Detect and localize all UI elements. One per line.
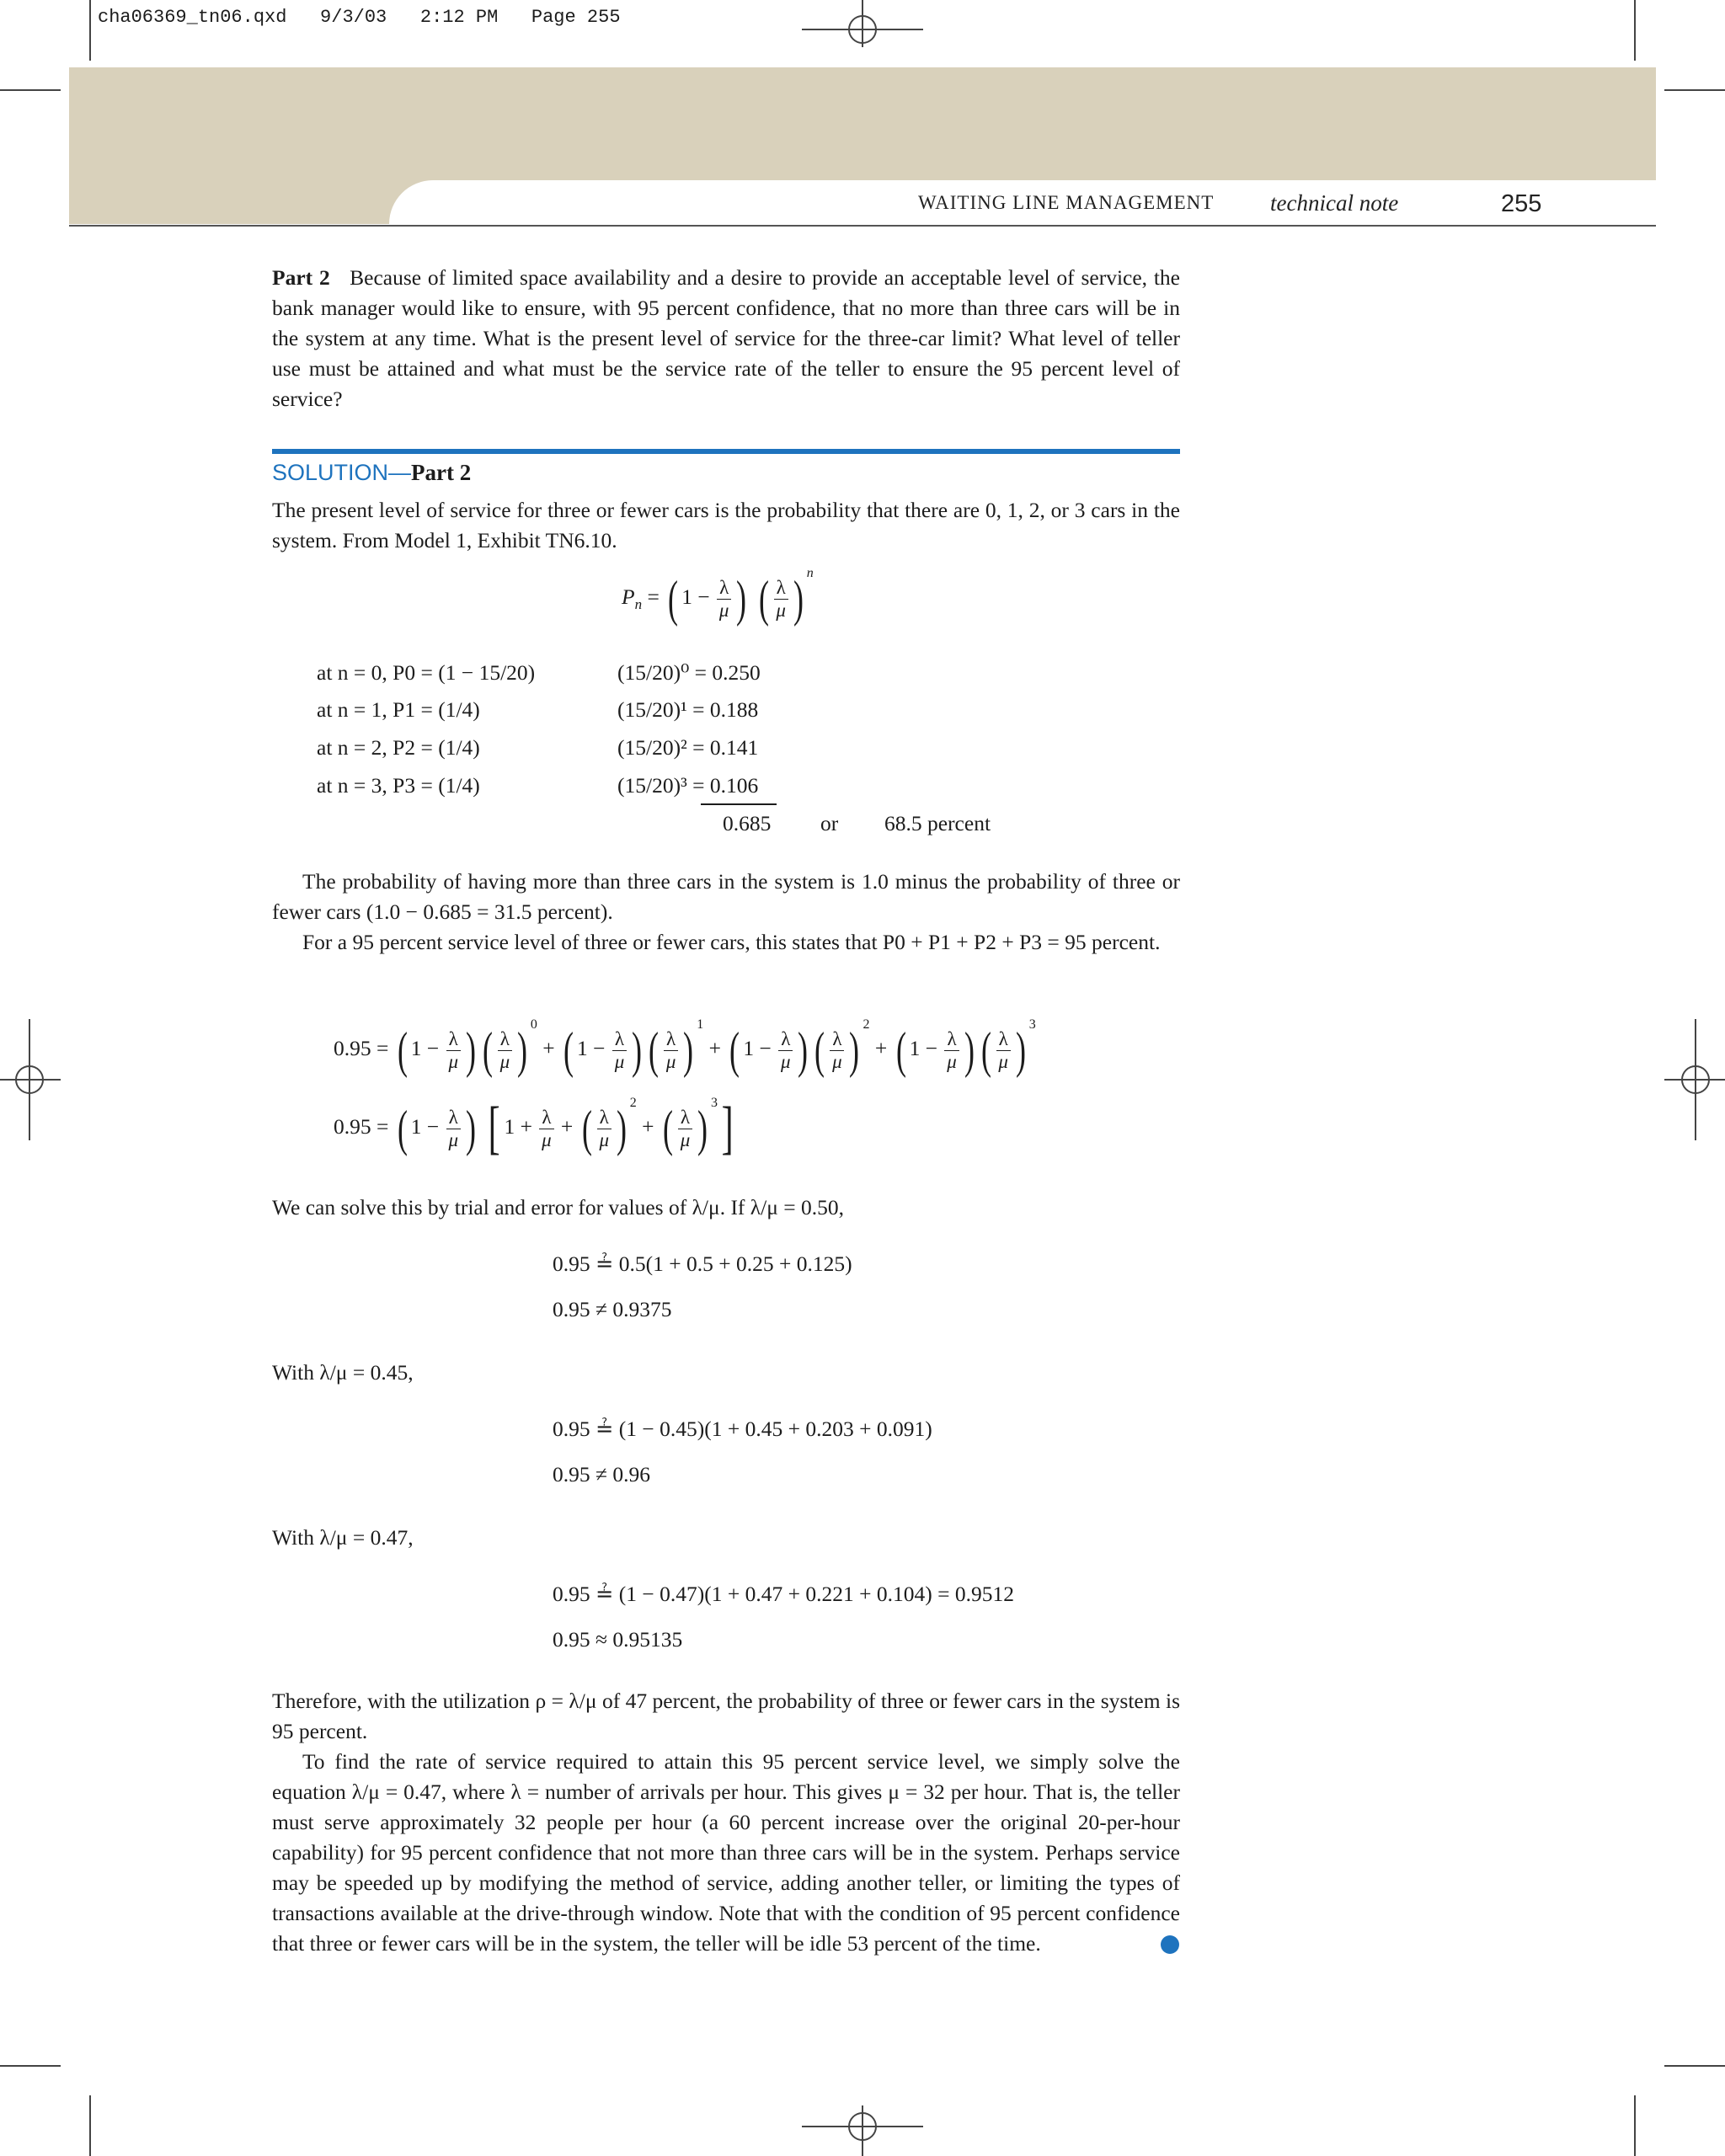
- header-rule: [69, 225, 1656, 227]
- page-number: 255: [1501, 190, 1542, 217]
- fraction: [664, 1028, 678, 1073]
- lambda: λ: [830, 1028, 844, 1051]
- plus: +: [520, 1113, 532, 1139]
- trial-1a: 0.95 ≟ 0.5(1 + 0.5 + 0.25 + 0.125): [553, 1251, 852, 1276]
- pn-row-right: (15/20)¹ = 0.188: [617, 697, 759, 722]
- pn-row-right: (15/20)² = 0.141: [617, 735, 759, 760]
- lambda: λ: [664, 1028, 678, 1051]
- pn-symbol: P: [622, 584, 635, 609]
- mu: μ: [448, 1050, 458, 1072]
- mu: μ: [718, 599, 729, 621]
- slug-file: cha06369_tn06.qxd: [98, 7, 287, 28]
- one: 1: [577, 1036, 588, 1060]
- pn-formula: $P_n$ = ( 1 − $\frac{\lambda}{\mu}$ ) ( $\frac{\lambda}{\mu}$ ) $^n$: [622, 566, 814, 627]
- lambda: λ: [717, 577, 731, 600]
- trial-1b: 0.95 ≠ 0.9375: [553, 1297, 672, 1321]
- lhs: 0.95 =: [334, 1113, 389, 1139]
- mu: μ: [614, 1050, 625, 1072]
- body-paragraph: [272, 927, 1180, 958]
- mu: μ: [947, 1050, 957, 1072]
- plus: +: [708, 1036, 721, 1060]
- running-head-title: WAITING LINE MANAGEMENT: [918, 192, 1215, 213]
- pn-row-right: (15/20)⁰ = 0.250: [617, 660, 761, 685]
- minus: −: [925, 1036, 938, 1060]
- slug-time: 2:12 PM: [419, 7, 499, 28]
- fraction: [597, 1107, 611, 1151]
- registration-mark-left: [15, 1065, 44, 1094]
- fraction: [539, 1107, 553, 1151]
- fraction: [996, 1028, 1011, 1073]
- mu: μ: [542, 1129, 552, 1150]
- lambda: λ: [597, 1107, 611, 1129]
- one: 1: [504, 1113, 515, 1139]
- crop-mark: [1664, 89, 1725, 91]
- mu: μ: [832, 1050, 842, 1072]
- solution-intro: The present level of service for three or fewer cars is the probability that there are 0, 1, 2, or 3 cars in the system. From Model 1, Exhibit TN6.10.: [272, 498, 1180, 552]
- trial-intro: We can solve this by trial and error for values of λ/μ. If λ/μ = 0.50,: [272, 1195, 845, 1219]
- lambda: λ: [774, 577, 788, 600]
- registration-mark-right: [1681, 1065, 1710, 1094]
- pn-row-left: at n = 0, P0 = (1 − 15/20): [317, 660, 536, 685]
- factored-equation: 0.95 = ( 1 − $\frac{\lambda}{\mu}$ ) [ 1 + $\frac{\lambda}{\mu}$ + ( $\frac{\lambda}{\mu}$ ) $^2$ + ( $\frac{\lambda}{\mu}$ ) $^3$]: [334, 1095, 734, 1161]
- mu: μ: [448, 1129, 458, 1150]
- pn-subscript: n: [634, 596, 643, 613]
- lhs: 0.95 =: [334, 1036, 389, 1060]
- crop-mark: [1634, 0, 1636, 61]
- running-head-note: technical note: [1270, 190, 1399, 216]
- pn-row-left: at n = 3, P3 = (1/4): [317, 773, 480, 798]
- sum-equation: 0.95 = ( 1 − $\frac{\lambda}{\mu}$ ) ( $\frac{\lambda}{\mu}$ ) $^0$ + ( 1 − $\frac{\lambda}{\mu}$ ) ( $\frac{\lambda}{\mu}$ ) $^1$ + ( 1 − $\frac{\lambda}{\mu}$ ) ( $\frac{\lambda}{\mu}$ ) $^2$ + ( 1 − $\frac{\lambda}{\mu}$ ) ( $\frac{\lambda}{\mu}$ ) $^3$: [334, 1017, 1036, 1078]
- pn-row-right: (15/20)³ = 0.106: [617, 773, 759, 798]
- lambda: λ: [612, 1028, 627, 1051]
- equals-sign: =: [647, 584, 660, 609]
- mu: μ: [776, 599, 786, 621]
- solution-rule: [272, 449, 1180, 454]
- solution-heading: [272, 460, 471, 486]
- pn-percent: 68.5 percent: [884, 811, 991, 835]
- paragraph-text: The probability of having more than three cars in the system is 1.0 minus the probability of three or fewer cars (1.0 − 0.685 = 31.5 percent).: [272, 869, 1180, 924]
- solution-label: SOLUTION—: [272, 460, 412, 485]
- solution-part: Part 2: [411, 460, 472, 485]
- body-paragraph: [272, 1747, 1180, 1959]
- part2-label: Part 2: [272, 265, 330, 290]
- trial-3b: 0.95 ≈ 0.95135: [553, 1627, 683, 1652]
- fraction: [778, 1028, 793, 1073]
- trial-2a: 0.95 ≟ (1 − 0.45)(1 + 0.45 + 0.203 + 0.091): [553, 1417, 932, 1441]
- minus: −: [593, 1036, 606, 1060]
- minus: −: [697, 584, 710, 609]
- plus: +: [874, 1036, 888, 1060]
- crop-mark: [1664, 2065, 1725, 2067]
- one: 1: [410, 1113, 422, 1139]
- slug-page: Page 255: [531, 7, 621, 28]
- one: 1: [743, 1036, 755, 1060]
- trial-2b: 0.95 ≠ 0.96: [553, 1462, 650, 1486]
- print-slug: [98, 7, 621, 28]
- pn-row-left: at n = 1, P1 = (1/4): [317, 697, 480, 722]
- part2-text: Because of limited space availability and a desire to provide an acceptable level of service, the bank manager would like to ensure, with 95 percent confidence, that no more than three cars will be in the system at any time. What is the present level of service for the three-car limit? What level of teller use must be attained and what must be the service rate of the teller to ensure the 95 percent level of service?: [272, 265, 1180, 411]
- one: 1: [410, 1036, 422, 1060]
- slug-date: 9/3/03: [320, 7, 387, 28]
- mu: μ: [998, 1050, 1008, 1072]
- minus: −: [759, 1036, 772, 1060]
- body-paragraph: [272, 867, 1180, 927]
- crop-mark: [0, 2065, 61, 2067]
- one: 1: [909, 1036, 921, 1060]
- crop-mark: [1634, 2095, 1636, 2156]
- lambda: λ: [944, 1028, 959, 1051]
- lambda: λ: [678, 1107, 692, 1129]
- mu: μ: [680, 1129, 691, 1150]
- mu: μ: [781, 1050, 791, 1072]
- body-paragraph: Therefore, with the utilization ρ = λ/μ of 47 percent, the probability of three or fewer cars in the system is 95 percent.: [272, 1689, 1180, 1743]
- pn-row-left: at n = 2, P2 = (1/4): [317, 735, 480, 760]
- fraction: [944, 1028, 959, 1073]
- fraction: [774, 577, 788, 622]
- crop-mark: [0, 89, 61, 91]
- crop-mark: [89, 0, 91, 61]
- fraction: [446, 1107, 461, 1151]
- minus: −: [426, 1036, 440, 1060]
- mu: μ: [665, 1050, 676, 1072]
- lambda: λ: [498, 1028, 512, 1051]
- with-045: With λ/μ = 0.45,: [272, 1360, 414, 1385]
- mu: μ: [599, 1129, 609, 1150]
- fraction: [498, 1028, 512, 1073]
- paragraph-text: To find the rate of service required to attain this 95 percent service level, we simply solve the equation λ/μ = 0.47, where λ = number of arrivals per hour. This gives μ = 32 per hour. That is, the teller must serve approximately 32 people per hour (a 60 percent increase over the original 20-per-hour capability) for 95 percent confidence that not more than three cars will be in the system. Perhaps service may be speeded up by modifying the method of service, adding another teller, or limiting the types of transactions available at the drive-through window. Note that with the condition of 95 percent confidence that three or fewer cars will be in the system, the teller will be idle 53 percent of the time.: [272, 1749, 1180, 1956]
- with-047: With λ/μ = 0.47,: [272, 1525, 414, 1550]
- registration-mark-bottom: [848, 2112, 877, 2141]
- one: 1: [681, 584, 692, 609]
- fraction: [446, 1028, 461, 1073]
- paragraph-text: For a 95 percent service level of three or fewer cars, this states that P0 + P1 + P2 + P3 = 95 percent.: [302, 930, 1161, 954]
- lambda: λ: [778, 1028, 793, 1051]
- plus: +: [560, 1113, 574, 1139]
- trial-3a: 0.95 ≟ (1 − 0.47)(1 + 0.47 + 0.221 + 0.104) = 0.9512: [553, 1582, 1014, 1606]
- lambda: λ: [539, 1107, 553, 1129]
- pn-total: 0.685: [723, 811, 772, 835]
- part2-paragraph: [272, 263, 1180, 414]
- lambda: λ: [446, 1028, 461, 1051]
- fraction: [830, 1028, 844, 1073]
- mu: μ: [499, 1050, 510, 1072]
- minus: −: [426, 1113, 440, 1139]
- exponent-n: n: [806, 566, 814, 580]
- lambda: λ: [996, 1028, 1011, 1051]
- registration-mark-top: [848, 15, 877, 44]
- sum-rule: [701, 803, 777, 805]
- lambda: λ: [446, 1107, 461, 1129]
- end-of-solution-bullet-icon: [1161, 1935, 1179, 1954]
- pn-or: or: [820, 811, 839, 835]
- fraction: [678, 1107, 692, 1151]
- plus: +: [642, 1113, 654, 1139]
- fraction: [717, 577, 731, 622]
- crop-mark: [89, 2095, 91, 2156]
- plus: +: [542, 1036, 555, 1060]
- fraction: [612, 1028, 627, 1073]
